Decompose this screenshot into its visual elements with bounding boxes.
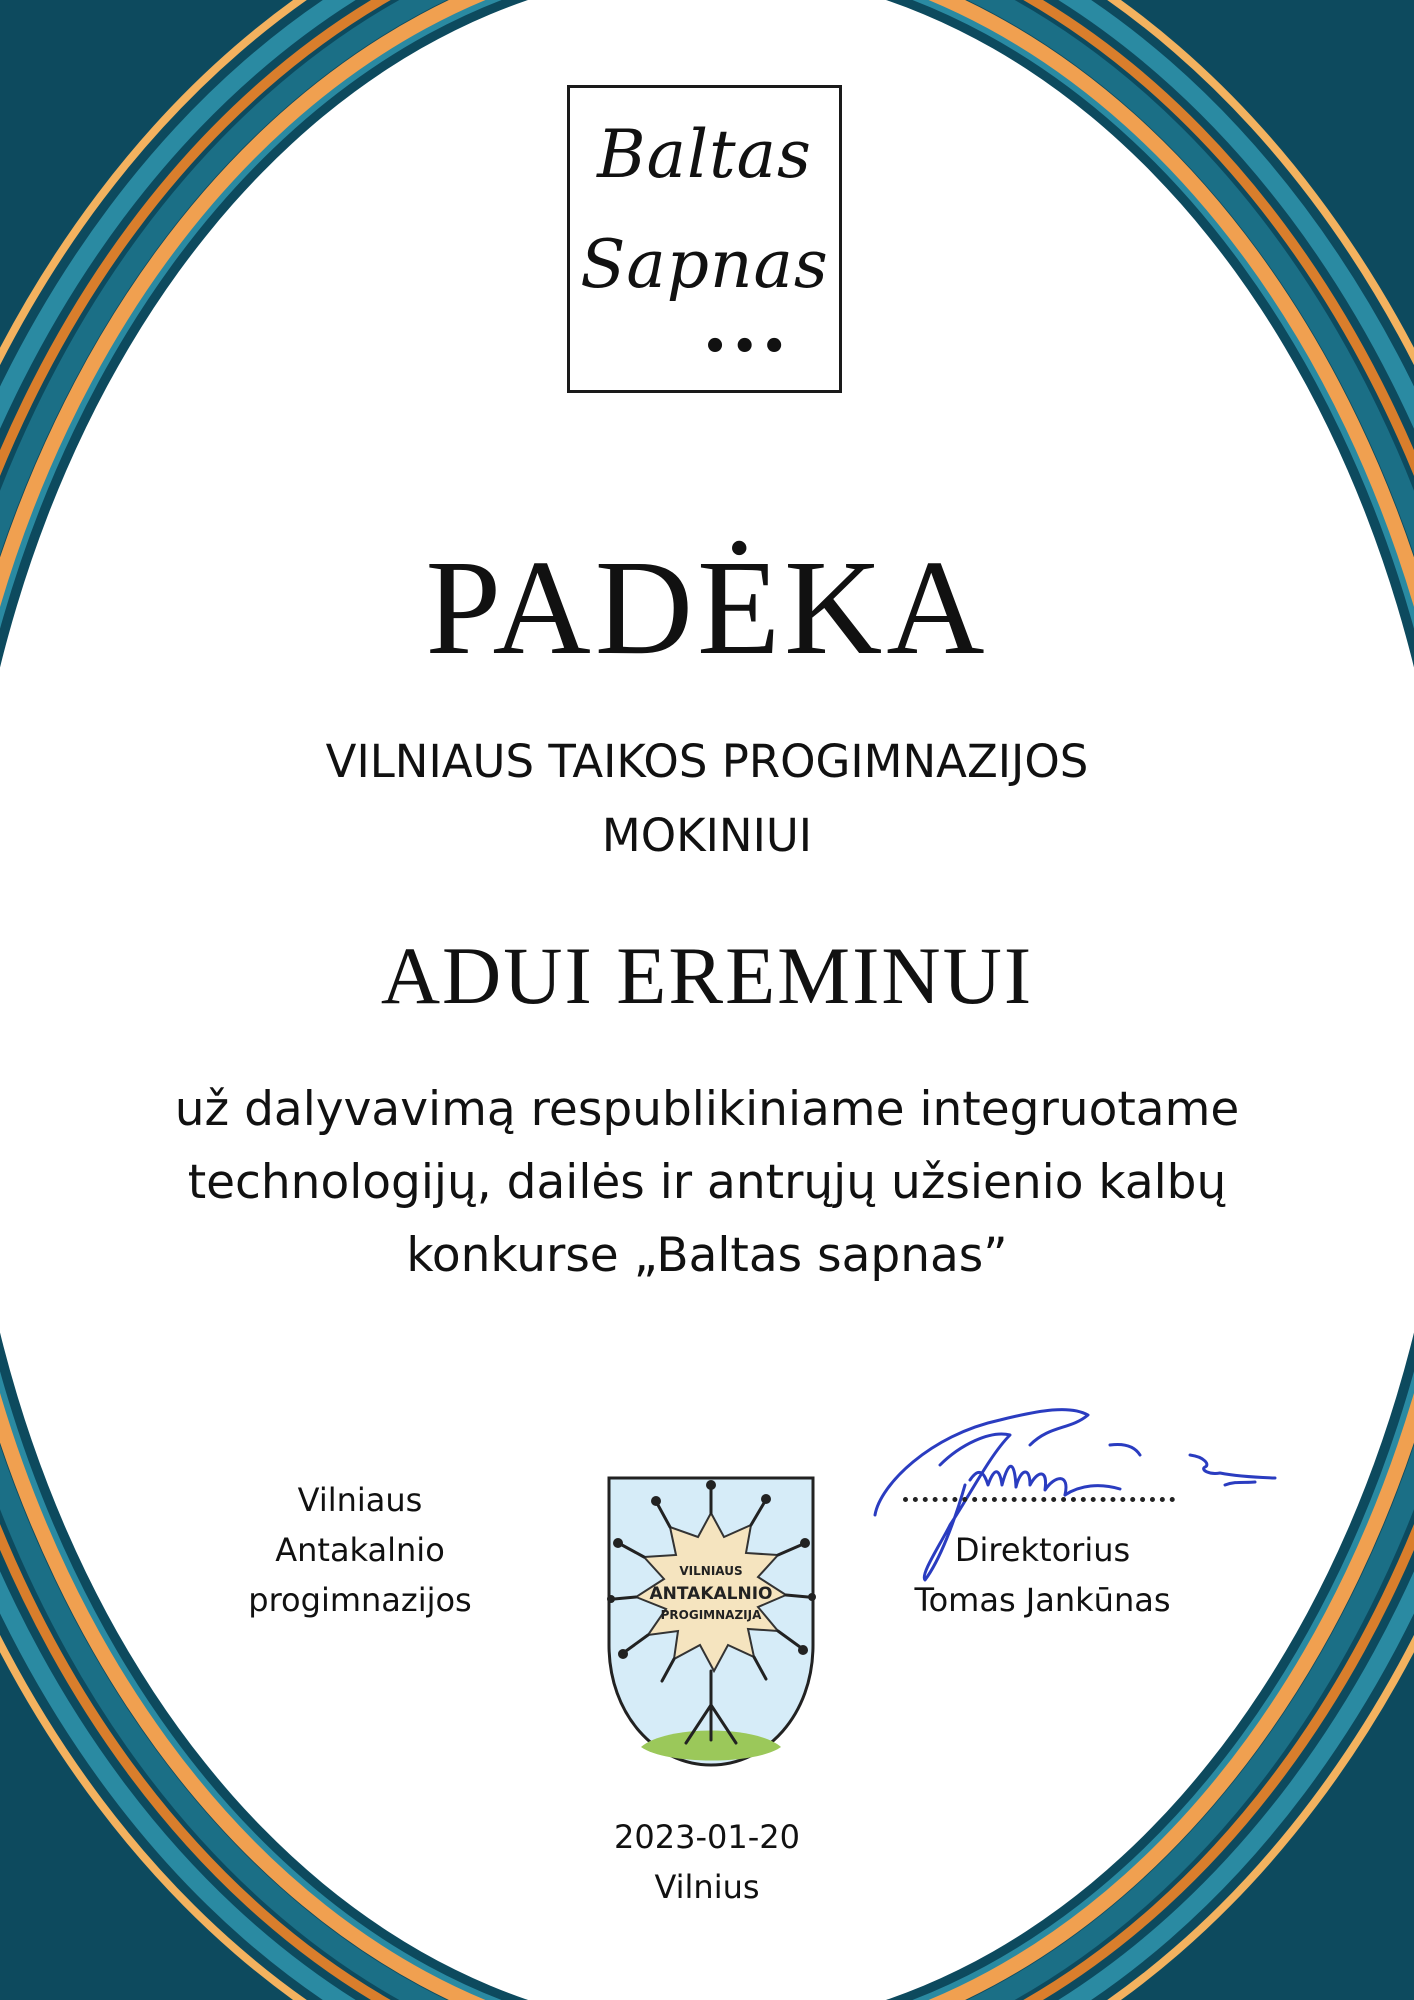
issuer-line3: progimnazijos bbox=[248, 1581, 472, 1619]
signatory-role: Direktorius bbox=[954, 1531, 1131, 1569]
subtitle-line1: VILNIAUS TAIKOS PROGIMNAZIJOS bbox=[325, 735, 1089, 788]
reason-line3: konkurse „Baltas sapnas” bbox=[406, 1228, 1008, 1283]
contest-logo bbox=[567, 85, 842, 393]
crest-text-line2: ANTAKALNIO bbox=[649, 1584, 773, 1604]
crest-text-line1: VILNIAUS bbox=[679, 1564, 743, 1578]
issue-place: Vilnius bbox=[654, 1868, 760, 1906]
school-crest-icon bbox=[606, 1475, 816, 1771]
reason-line1: už dalyvavimą respublikiniame integruotame bbox=[174, 1082, 1240, 1137]
crest-text-line3: PROGIMNAZIJA bbox=[660, 1608, 762, 1622]
certificate-subtitle bbox=[0, 725, 1414, 873]
signatory-block bbox=[870, 1525, 1215, 1625]
logo-text-line2: Sapnas bbox=[580, 226, 829, 303]
signatory-name: Tomas Jankūnas bbox=[914, 1581, 1171, 1619]
subtitle-line2: MOKINIUI bbox=[601, 809, 813, 862]
issuer-school bbox=[200, 1475, 520, 1625]
issuer-line2: Antakalnio bbox=[275, 1531, 445, 1569]
award-reason bbox=[60, 1073, 1354, 1292]
reason-line2: technologijų, dailės ir antrųjų užsienio kalbų bbox=[187, 1155, 1227, 1210]
logo-text-line1: Baltas bbox=[597, 116, 812, 193]
signature-line bbox=[903, 1497, 1175, 1502]
logo-dots: ••• bbox=[702, 324, 791, 370]
recipient-name: ADUI EREMINUI bbox=[380, 930, 1034, 1021]
issue-date: 2023-01-20 bbox=[614, 1818, 800, 1856]
issue-date-place bbox=[0, 1812, 1414, 1912]
certificate-title: PADĖKA bbox=[425, 533, 989, 683]
issuer-line1: Vilniaus bbox=[297, 1481, 423, 1519]
